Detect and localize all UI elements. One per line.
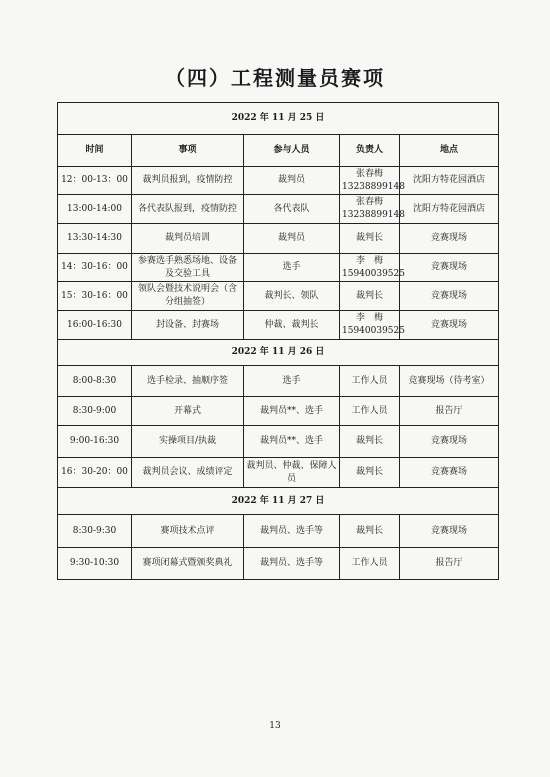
header-people: 参与人员: [244, 135, 340, 167]
place-cell: 沈阳方特花园酒店: [400, 167, 499, 195]
people-cell: 裁判长、领队: [244, 282, 340, 311]
date-row: [58, 488, 499, 515]
header-row: [58, 135, 499, 167]
item-cell: 赛项技术点评: [132, 515, 244, 548]
table-row: [58, 311, 499, 340]
table-row: [58, 167, 499, 195]
place-cell: 沈阳方特花园酒店: [400, 195, 499, 224]
place-cell: 竞赛现场: [400, 426, 499, 458]
item-cell: 裁判员会议、成绩评定: [132, 458, 244, 488]
lead-cell: 裁判长: [340, 282, 400, 311]
item-cell: 各代表队报到，疫情防控: [132, 195, 244, 224]
time-cell: 16：30-20：00: [58, 458, 132, 488]
table-row: [58, 224, 499, 254]
table-row: [58, 458, 499, 488]
time-cell: 14：30-16：00: [58, 254, 132, 282]
time-cell: 13:30-14:30: [58, 224, 132, 254]
item-cell: 参赛选手熟悉场地、设备及交验工具: [132, 254, 244, 282]
people-cell: 各代表队: [244, 195, 340, 224]
lead-cell: [340, 167, 405, 195]
time-cell: 8:30-9:00: [58, 397, 132, 426]
lead-phone: 13238899148: [342, 210, 405, 220]
place-cell: 竞赛现场（待考室）: [400, 366, 499, 397]
item-cell: 裁判员培训: [132, 224, 244, 254]
lead-cell: [340, 195, 405, 224]
table-row: [58, 548, 499, 580]
time-cell: 8:00-8:30: [58, 366, 132, 397]
lead-cell: [340, 254, 405, 282]
item-cell: 选手检录、抽顺序签: [132, 366, 244, 397]
place-cell: 竞赛现场: [400, 311, 499, 340]
lead-phone: 13238899148: [342, 181, 405, 192]
lead-name: 张春梅: [355, 168, 383, 179]
people-cell: 裁判员、选手等: [244, 515, 340, 548]
lead-cell: 裁判长: [340, 515, 400, 548]
header-item: 事项: [132, 135, 244, 167]
schedule-table: [57, 102, 499, 580]
table-row: [58, 397, 499, 426]
lead-cell: 工作人员: [340, 366, 400, 397]
lead-cell: 工作人员: [340, 397, 400, 426]
people-cell: 选手: [244, 254, 340, 282]
lead-phone: 15940039525: [342, 326, 405, 336]
date-row: [58, 103, 499, 135]
time-cell: 12：00-13：00: [58, 167, 132, 195]
time-cell: 9:30-10:30: [58, 548, 132, 580]
people-cell: 裁判员、选手等: [244, 548, 340, 580]
time-cell: 9:00-16:30: [58, 426, 132, 458]
item-cell: 实操项目/执裁: [132, 426, 244, 458]
time-cell: 15：30-16：00: [58, 282, 132, 311]
lead-cell: 裁判长: [340, 458, 400, 488]
people-cell: 裁判员**、选手: [244, 426, 340, 458]
lead-phone: 15940039525: [342, 268, 405, 279]
item-cell: 赛项闭幕式暨颁奖典礼: [132, 548, 244, 580]
header-time: 时间: [58, 135, 132, 167]
item-cell: 封设备、封赛场: [132, 311, 244, 340]
time-cell: 8:30-9:30: [58, 515, 132, 548]
date-row: [58, 340, 499, 366]
header-place: 地点: [400, 135, 499, 167]
place-cell: 竞赛赛场: [400, 458, 499, 488]
place-cell: 报告厅: [400, 548, 499, 580]
page-title: （四）工程测量员赛项: [165, 66, 385, 90]
date-cell: 2022 年 11 月 25 日: [58, 103, 499, 135]
people-cell: 裁判员、仲裁、保障人员: [244, 458, 340, 488]
people-cell: 裁判员: [244, 224, 340, 254]
date-cell: 2022 年 11 月 27 日: [58, 488, 499, 515]
lead-name: 张春梅: [355, 197, 383, 207]
table-row: [58, 515, 499, 548]
table-row: [58, 282, 499, 311]
time-cell: 16:00-16:30: [58, 311, 132, 340]
table-row: [58, 254, 499, 282]
people-cell: 裁判员: [244, 167, 340, 195]
lead-name: 李 梅: [355, 255, 383, 266]
place-cell: 竞赛现场: [400, 224, 499, 254]
table-row: [58, 195, 499, 224]
item-cell: 领队会暨技术说明会（含分组抽签）: [132, 282, 244, 311]
people-cell: 选手: [244, 366, 340, 397]
people-cell: 裁判员**、选手: [244, 397, 340, 426]
place-cell: 报告厅: [400, 397, 499, 426]
page-number: 13: [269, 721, 281, 731]
table-row: [58, 426, 499, 458]
lead-cell: 工作人员: [340, 548, 400, 580]
header-lead: 负责人: [340, 135, 400, 167]
item-cell: 开幕式: [132, 397, 244, 426]
lead-cell: 裁判长: [340, 224, 400, 254]
people-cell: 仲裁、裁判长: [244, 311, 340, 340]
item-cell: 裁判员报到，疫情防控: [132, 167, 244, 195]
place-cell: 竞赛现场: [400, 282, 499, 311]
table-row: [58, 366, 499, 397]
place-cell: 竞赛现场: [400, 254, 499, 282]
place-cell: 竞赛现场: [400, 515, 499, 548]
lead-cell: [340, 311, 405, 340]
lead-name: 李 梅: [355, 313, 383, 323]
date-cell: 2022 年 11 月 26 日: [58, 340, 499, 366]
time-cell: 13:00-14:00: [58, 195, 132, 224]
lead-cell: 裁判长: [340, 426, 400, 458]
